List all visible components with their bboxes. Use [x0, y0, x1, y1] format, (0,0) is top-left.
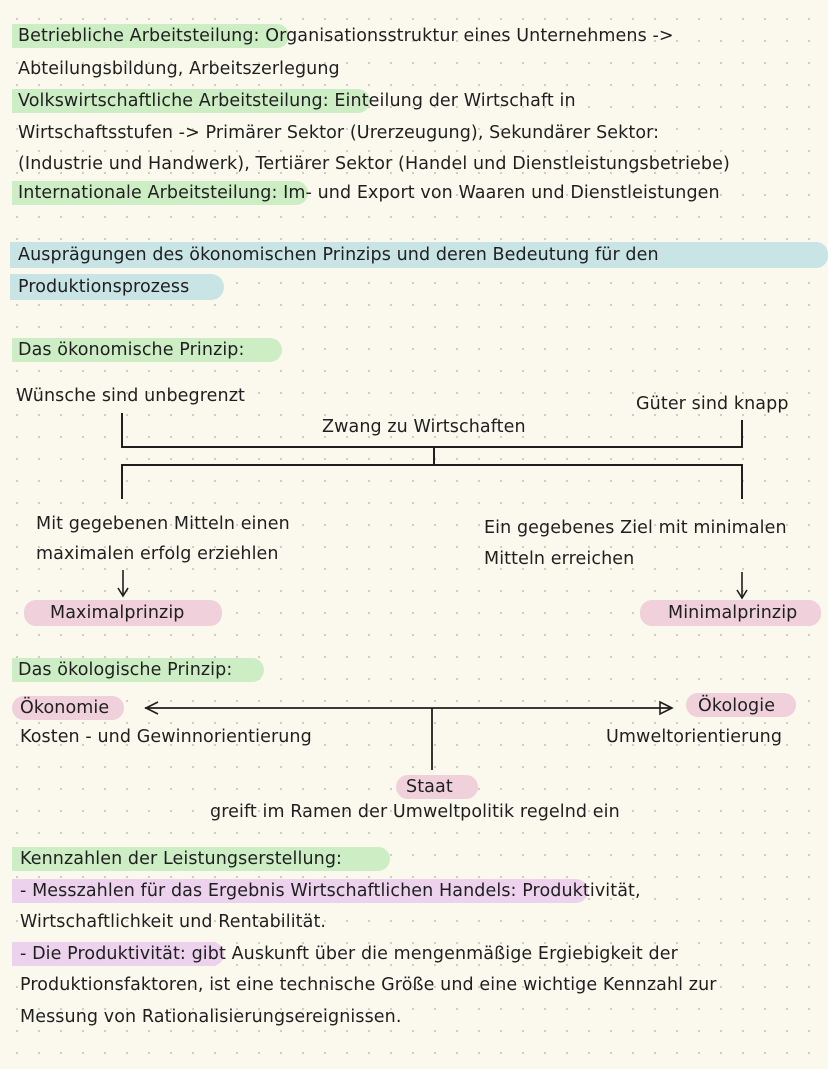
oekonomie-label: Ökonomie	[20, 698, 110, 718]
max-desc-2: maximalen erfolg erziehlen	[36, 544, 279, 564]
inter-text: Im- und Export von Waaren und Dienstleistungen	[277, 183, 720, 203]
volk-line-3: (Industrie und Handwerk), Tertiärer Sektor (Handel und Dienstleistungsbetriebe)	[18, 154, 730, 174]
wuensche-text: Wünsche sind unbegrenzt	[16, 386, 245, 406]
oekolog-title: Das ökologische Prinzip:	[18, 660, 233, 680]
kennzahlen-item-2-line-2: Produktionsfaktoren, ist eine technische Größe und eine wichtige Kennzahl zur	[20, 975, 717, 995]
kennzahlen-title: Kennzahlen der Leistungserstellung:	[20, 849, 343, 869]
inter-label: Internationale Arbeitsteilung:	[18, 183, 278, 203]
oekologie-desc: Umweltorientierung	[606, 727, 783, 747]
oekologie-label: Ökologie	[698, 696, 776, 716]
heading-line-2: Produktionsprozess	[18, 277, 190, 297]
betrieb-text: Organisationsstruktur eines Unternehmens ->	[259, 26, 674, 46]
zwang-text: Zwang zu Wirtschaften	[322, 417, 526, 437]
item1-label: - Messzahlen für das Ergebnis Wirtschaftlichen Handels:	[20, 881, 517, 901]
volk-text: Einteilung der Wirtschaft in	[328, 91, 576, 111]
gueter-text: Güter sind knapp	[636, 394, 789, 414]
max-desc-1: Mit gegebenen Mitteln einen	[36, 514, 290, 534]
oeko-title: Das ökonomische Prinzip:	[18, 340, 245, 360]
min-desc-1: Ein gegebenes Ziel mit minimalen	[484, 518, 787, 538]
min-label: Minimalprinzip	[668, 603, 798, 623]
item1-text: Produktivität,	[516, 881, 641, 901]
volk-label: Volkswirtschaftliche Arbeitsteilung:	[18, 91, 329, 111]
staat-label: Staat	[406, 777, 453, 797]
betrieb-label: Betriebliche Arbeitsteilung:	[18, 26, 260, 46]
oekonomie-desc: Kosten - und Gewinnorientierung	[20, 727, 312, 747]
heading-line-1: Ausprägungen des ökonomischen Prinzips und deren Bedeutung für den	[18, 245, 659, 265]
item2-text: gibt Auskunft über die mengenmäßige Ergiebigkeit der	[185, 944, 678, 964]
staat-desc: greift im Ramen der Umweltpolitik regelnd ein	[210, 802, 620, 822]
max-label: Maximalprinzip	[50, 603, 185, 623]
min-desc-2: Mitteln erreichen	[484, 549, 635, 569]
item2-label: - Die Produktivität:	[20, 944, 186, 964]
kennzahlen-item-1	[20, 879, 641, 903]
kennzahlen-item-1-line-2: Wirtschaftlichkeit und Rentabilität.	[20, 912, 327, 932]
kennzahlen-item-2-line-3: Messung von Rationalisierungsereignissen.	[20, 1007, 402, 1027]
volk-line-2: Wirtschaftsstufen -> Primärer Sektor (Urerzeugung), Sekundärer Sektor:	[18, 123, 660, 143]
kennzahlen-item-2	[20, 942, 678, 966]
betrieb-line-2: Abteilungsbildung, Arbeitszerlegung	[18, 59, 340, 79]
